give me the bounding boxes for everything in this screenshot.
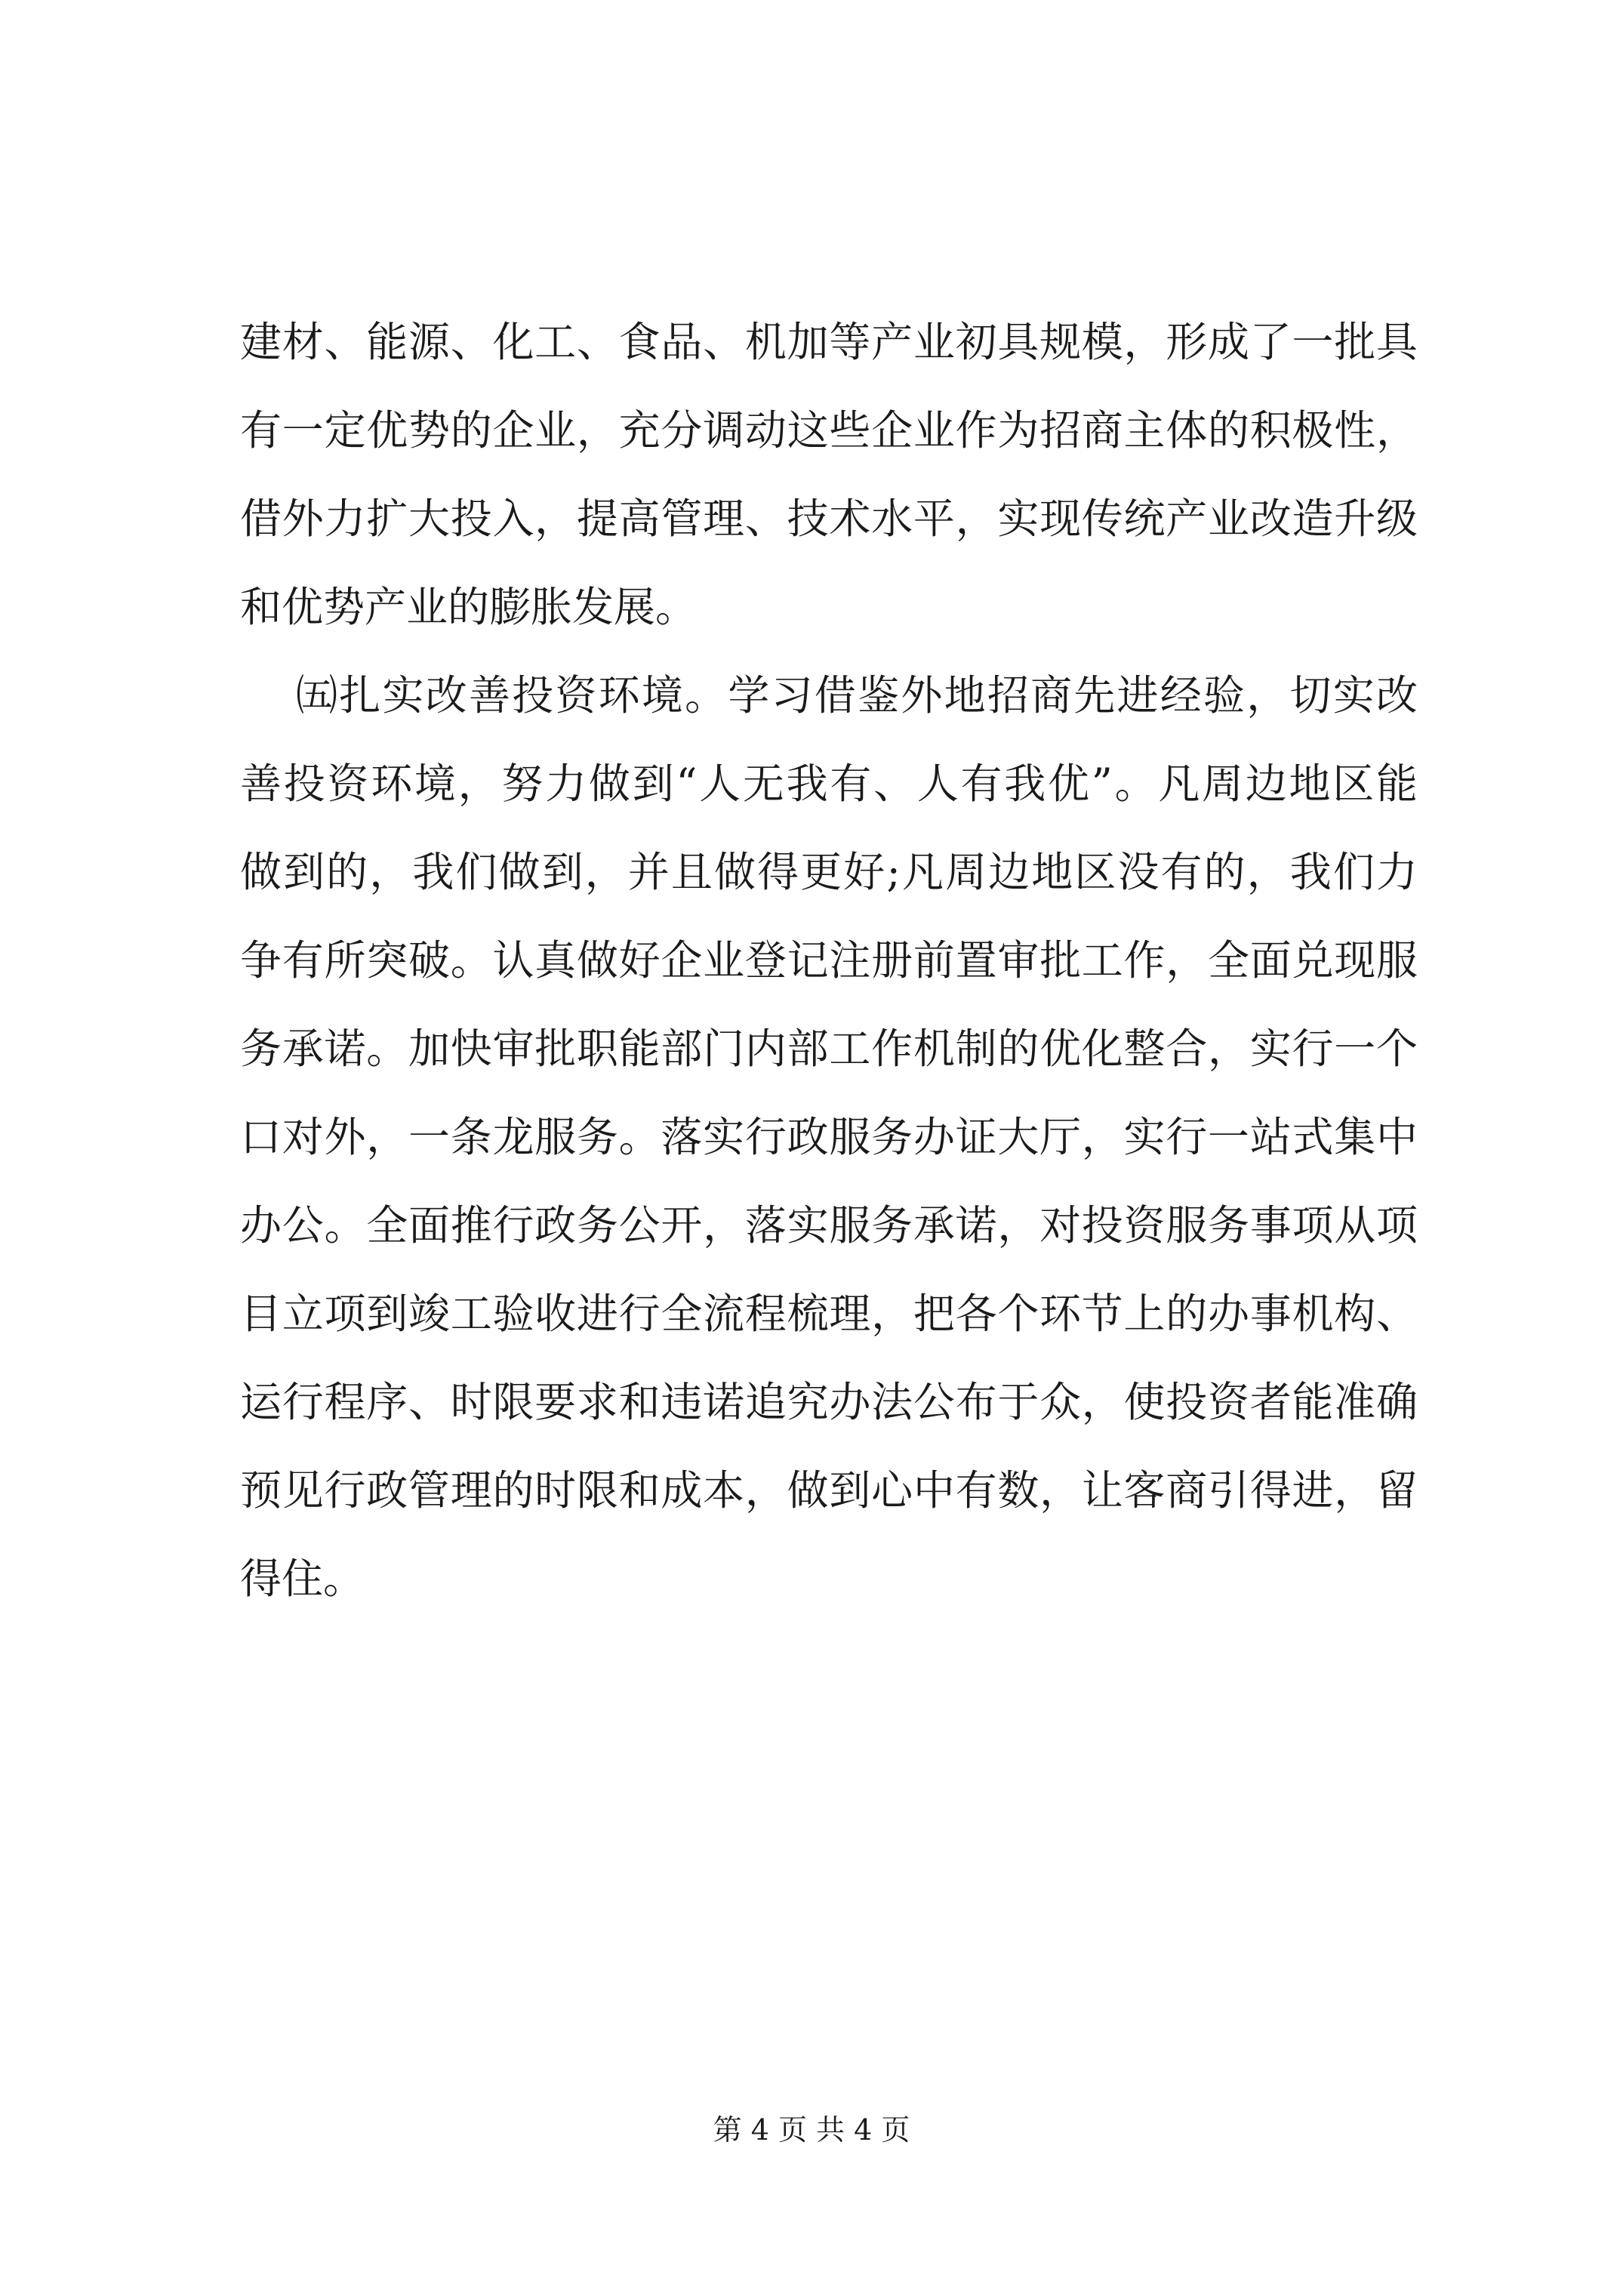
body-text: [240, 298, 1418, 1623]
paragraph-line: 有一定优势的企业，充分调动这些企业作为招商主体的积极性，: [240, 406, 1418, 455]
paragraph-line: 得住。: [240, 1555, 365, 1603]
page-number-footer: 第 4 页 共 4 页: [713, 2113, 910, 2147]
paragraph-line: 预见行政管理的时限和成本，做到心中有数，让客商引得进，留: [240, 1466, 1418, 1515]
paragraph-line: 和优势产业的膨胀发展。: [240, 583, 698, 631]
paragraph-line: 办公。全面推行政务公开，落实服务承诺，对投资服务事项从项: [240, 1201, 1418, 1250]
paragraph-line: 借外力扩大投入，提高管理、技术水平，实现传统产业改造升级: [240, 495, 1418, 543]
paragraph-2: [240, 652, 1418, 1623]
paragraph-line: 运行程序、时限要求和违诺追究办法公布于众，使投资者能准确: [240, 1378, 1418, 1426]
paragraph-line: 务承诺。加快审批职能部门内部工作机制的优化整合，实行一个: [240, 1025, 1418, 1073]
paragraph-line: 做到的，我们做到，并且做得更好;凡周边地区没有的，我们力: [240, 848, 1418, 896]
paragraph-line: ㈤扎实改善投资环境。学习借鉴外地招商先进经验，切实改: [296, 671, 1418, 720]
paragraph-line: 目立项到竣工验收进行全流程梳理，把各个环节上的办事机构、: [240, 1290, 1418, 1338]
paragraph-line: 争有所突破。认真做好企业登记注册前置审批工作，全面兑现服: [240, 936, 1418, 985]
paragraph-line: 口对外，一条龙服务。落实行政服务办证大厅，实行一站式集中: [240, 1113, 1418, 1161]
paragraph-line: 建材、能源、化工、食品、机加等产业初具规模，形成了一批具: [240, 318, 1418, 366]
paragraph-line: 善投资环境，努力做到“人无我有、人有我优”。凡周边地区能: [240, 760, 1418, 808]
paragraph-1: [240, 298, 1418, 652]
